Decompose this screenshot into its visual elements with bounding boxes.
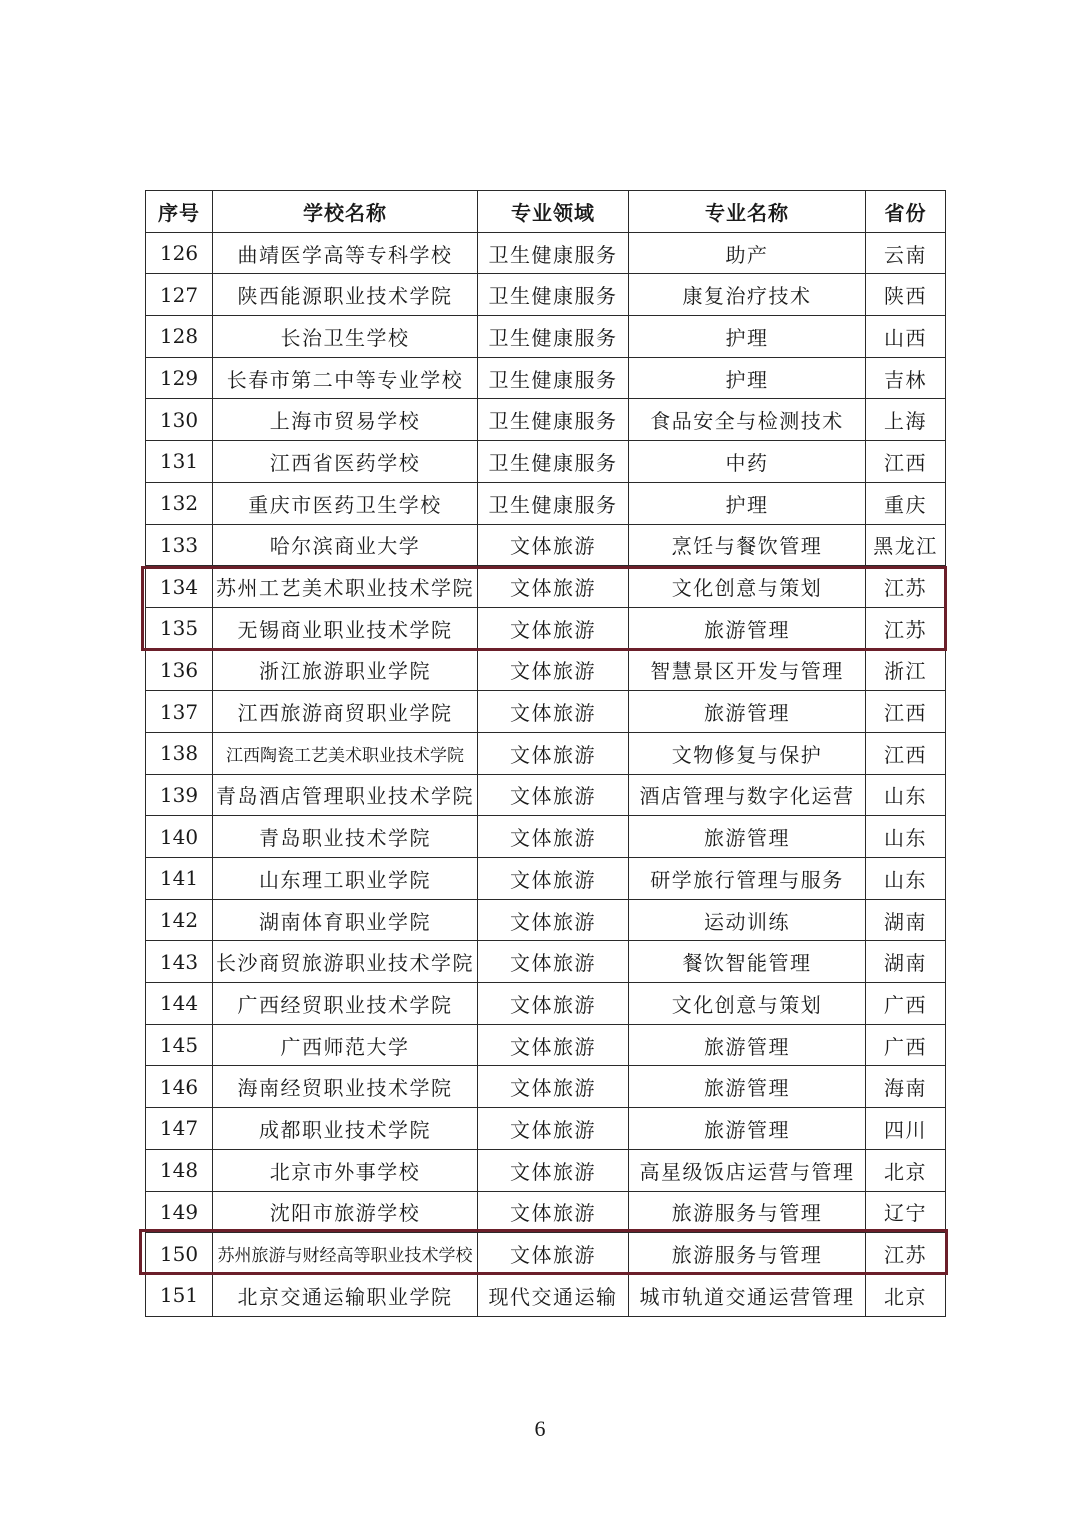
cell-province: 广西 [866,983,946,1025]
cell-field: 文体旅游 [478,774,629,816]
cell-school-name: 湖南体育职业学院 [213,899,478,941]
cell-province: 山东 [866,858,946,900]
table-row [146,858,946,900]
cell-major-name: 助产 [629,232,866,274]
cell-field: 卫生健康服务 [478,274,629,316]
cell-major-name: 食品安全与检测技术 [629,399,866,441]
cell-school-name: 江西陶瓷工艺美术职业技术学院 [213,732,478,774]
cell-field: 卫生健康服务 [478,482,629,524]
table-row [146,1108,946,1150]
cell-major-name: 餐饮智能管理 [629,941,866,983]
cell-index: 149 [146,1191,213,1233]
cell-field: 现代交通运输 [478,1274,629,1316]
cell-index: 147 [146,1108,213,1150]
cell-index: 131 [146,441,213,483]
cell-province: 江西 [866,441,946,483]
cell-field: 卫生健康服务 [478,399,629,441]
cell-school-name: 曲靖医学高等专科学校 [213,232,478,274]
table-row [146,1191,946,1233]
table-row [146,691,946,733]
cell-major-name: 旅游管理 [629,816,866,858]
cell-major-name: 高星级饭店运营与管理 [629,1149,866,1191]
header-field: 专业领域 [478,191,629,233]
cell-province: 江苏 [866,566,946,608]
cell-field: 文体旅游 [478,1233,629,1275]
cell-index: 130 [146,399,213,441]
cell-index: 141 [146,858,213,900]
cell-province: 北京 [866,1149,946,1191]
cell-school-name: 苏州工艺美术职业技术学院 [213,566,478,608]
cell-school-name: 广西经贸职业技术学院 [213,983,478,1025]
table-row [146,274,946,316]
cell-school-name: 无锡商业职业技术学院 [213,607,478,649]
cell-index: 150 [146,1233,213,1275]
header-major-name: 专业名称 [629,191,866,233]
cell-school-name: 成都职业技术学院 [213,1108,478,1150]
table-row [146,441,946,483]
cell-field: 文体旅游 [478,524,629,566]
cell-school-name: 青岛酒店管理职业技术学院 [213,774,478,816]
cell-field: 卫生健康服务 [478,232,629,274]
cell-major-name: 护理 [629,482,866,524]
cell-major-name: 康复治疗技术 [629,274,866,316]
table-row [146,1024,946,1066]
cell-school-name: 长沙商贸旅游职业技术学院 [213,941,478,983]
table-row [146,1233,946,1275]
cell-field: 文体旅游 [478,1108,629,1150]
cell-index: 148 [146,1149,213,1191]
cell-major-name: 智慧景区开发与管理 [629,649,866,691]
cell-index: 144 [146,983,213,1025]
cell-province: 陕西 [866,274,946,316]
cell-field: 卫生健康服务 [478,316,629,358]
cell-major-name: 文化创意与策划 [629,566,866,608]
table-row [146,399,946,441]
cell-major-name: 旅游管理 [629,607,866,649]
cell-field: 卫生健康服务 [478,357,629,399]
cell-province: 重庆 [866,482,946,524]
cell-field: 文体旅游 [478,691,629,733]
cell-school-name: 山东理工职业学院 [213,858,478,900]
cell-province: 江苏 [866,1233,946,1275]
header-school-name: 学校名称 [213,191,478,233]
cell-major-name: 中药 [629,441,866,483]
table-row [146,482,946,524]
data-table [145,190,946,1317]
cell-school-name: 重庆市医药卫生学校 [213,482,478,524]
cell-school-name: 长治卫生学校 [213,316,478,358]
cell-school-name: 陕西能源职业技术学院 [213,274,478,316]
cell-school-name: 沈阳市旅游学校 [213,1191,478,1233]
cell-major-name: 旅游管理 [629,691,866,733]
cell-major-name: 旅游服务与管理 [629,1191,866,1233]
cell-major-name: 文化创意与策划 [629,983,866,1025]
cell-major-name: 旅游管理 [629,1108,866,1150]
cell-province: 湖南 [866,899,946,941]
cell-school-name: 江西旅游商贸职业学院 [213,691,478,733]
cell-school-name: 海南经贸职业技术学院 [213,1066,478,1108]
cell-index: 142 [146,899,213,941]
cell-field: 文体旅游 [478,816,629,858]
cell-index: 126 [146,232,213,274]
cell-province: 江苏 [866,607,946,649]
cell-school-name: 江西省医药学校 [213,441,478,483]
cell-index: 140 [146,816,213,858]
table-row [146,232,946,274]
table-row [146,1274,946,1316]
cell-index: 136 [146,649,213,691]
table-row [146,524,946,566]
cell-major-name: 旅游管理 [629,1066,866,1108]
table-row [146,316,946,358]
cell-field: 文体旅游 [478,566,629,608]
cell-province: 山西 [866,316,946,358]
cell-index: 135 [146,607,213,649]
cell-school-name: 广西师范大学 [213,1024,478,1066]
cell-index: 127 [146,274,213,316]
cell-index: 134 [146,566,213,608]
cell-province: 北京 [866,1274,946,1316]
header-index: 序号 [146,191,213,233]
cell-province: 吉林 [866,357,946,399]
page-number: 6 [534,1416,546,1441]
table-row [146,941,946,983]
cell-province: 辽宁 [866,1191,946,1233]
table-row [146,983,946,1025]
cell-school-name: 青岛职业技术学院 [213,816,478,858]
cell-major-name: 烹饪与餐饮管理 [629,524,866,566]
cell-field: 文体旅游 [478,858,629,900]
cell-field: 文体旅游 [478,1149,629,1191]
cell-major-name: 酒店管理与数字化运营 [629,774,866,816]
table-row [146,774,946,816]
cell-major-name: 护理 [629,357,866,399]
cell-field: 文体旅游 [478,649,629,691]
cell-province: 江西 [866,691,946,733]
cell-province: 云南 [866,232,946,274]
cell-school-name: 苏州旅游与财经高等职业技术学校 [213,1233,478,1275]
cell-field: 文体旅游 [478,941,629,983]
cell-major-name: 护理 [629,316,866,358]
table-header-row [146,191,946,233]
cell-major-name: 城市轨道交通运营管理 [629,1274,866,1316]
table-row [146,566,946,608]
table-row [146,816,946,858]
cell-province: 上海 [866,399,946,441]
table-row [146,607,946,649]
table-row [146,1066,946,1108]
table-row [146,1149,946,1191]
header-province: 省份 [866,191,946,233]
cell-index: 151 [146,1274,213,1316]
cell-index: 128 [146,316,213,358]
cell-index: 129 [146,357,213,399]
cell-major-name: 旅游管理 [629,1024,866,1066]
cell-index: 133 [146,524,213,566]
cell-province: 浙江 [866,649,946,691]
cell-index: 143 [146,941,213,983]
cell-major-name: 文物修复与保护 [629,732,866,774]
cell-school-name: 哈尔滨商业大学 [213,524,478,566]
cell-school-name: 上海市贸易学校 [213,399,478,441]
cell-index: 139 [146,774,213,816]
cell-province: 湖南 [866,941,946,983]
cell-field: 文体旅游 [478,983,629,1025]
cell-province: 黑龙江 [866,524,946,566]
cell-field: 文体旅游 [478,607,629,649]
cell-index: 145 [146,1024,213,1066]
cell-index: 146 [146,1066,213,1108]
cell-province: 江西 [866,732,946,774]
cell-school-name: 北京市外事学校 [213,1149,478,1191]
cell-index: 132 [146,482,213,524]
table-row [146,899,946,941]
cell-major-name: 研学旅行管理与服务 [629,858,866,900]
cell-field: 文体旅游 [478,1024,629,1066]
cell-major-name: 旅游服务与管理 [629,1233,866,1275]
cell-school-name: 北京交通运输职业学院 [213,1274,478,1316]
cell-school-name: 浙江旅游职业学院 [213,649,478,691]
cell-field: 文体旅游 [478,732,629,774]
cell-province: 四川 [866,1108,946,1150]
cell-field: 文体旅游 [478,1066,629,1108]
cell-major-name: 运动训练 [629,899,866,941]
cell-index: 137 [146,691,213,733]
cell-field: 文体旅游 [478,899,629,941]
table-row [146,649,946,691]
cell-province: 海南 [866,1066,946,1108]
table-row [146,357,946,399]
cell-index: 138 [146,732,213,774]
cell-field: 卫生健康服务 [478,441,629,483]
cell-province: 广西 [866,1024,946,1066]
cell-province: 山东 [866,816,946,858]
table-row [146,732,946,774]
cell-school-name: 长春市第二中等专业学校 [213,357,478,399]
cell-field: 文体旅游 [478,1191,629,1233]
cell-province: 山东 [866,774,946,816]
